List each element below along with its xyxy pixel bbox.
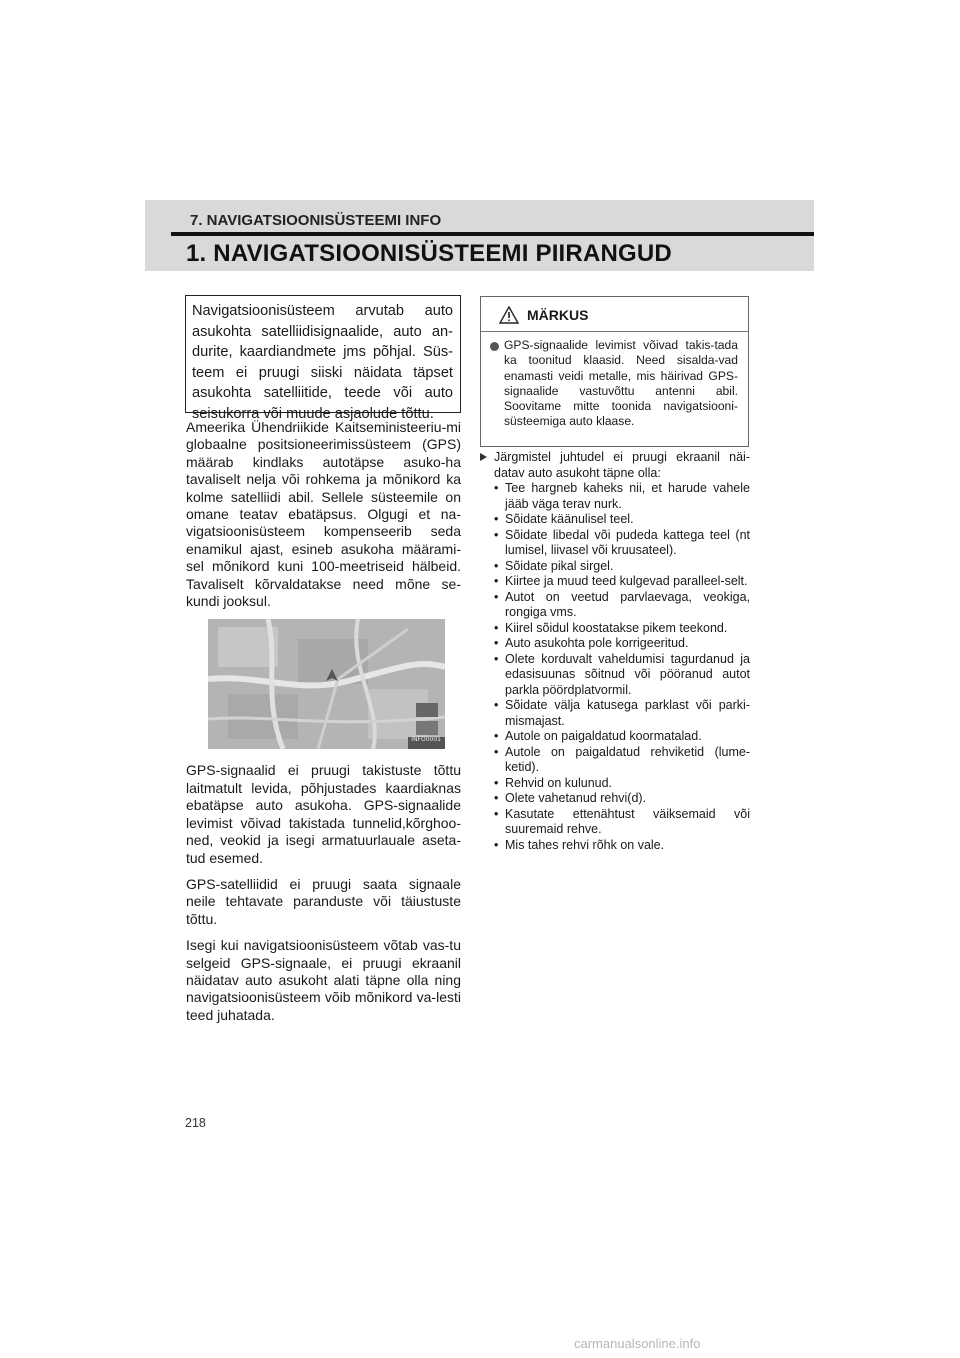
- list-item: • Olete korduvalt vaheldumisi tagurdanud ja edasisuunas sõitnud või pööranud autot parkla pöördplatvormil.: [494, 651, 750, 697]
- note-body: [481, 332, 748, 430]
- list-item: • Tee hargneb kaheks nii, et harude vahele jääb väga terav nurk.: [494, 481, 750, 511]
- map-screen-image: [208, 619, 445, 749]
- list-item: • Kiirel sõidul koostatakse pikem teekond.: [494, 620, 728, 635]
- list-item: • Mis tahes rehvi rõhk on vale.: [494, 837, 665, 852]
- note-text: GPS-signaalide levimist võivad takis-tada ka toonitud klaasid. Need sisalda-vad enamasti veidi metalle, mis häirivad GPS-signaalide vastuvõttu antenni abil. Soovitame mitte toonida navigatsiooni-süsteemiga auto klaase.: [504, 338, 738, 429]
- conditions-lead-text: Järgmistel juhtudel ei pruugi ekraanil näi-datav auto asukoht täpne olla:: [494, 450, 750, 480]
- list-item: • Autole on paigaldatud rehviketid (lume-ketid).: [494, 744, 750, 774]
- intro-box: Navigatsioonisüsteem arvutab auto asukohta satelliidisignaalide, auto an-durite, kaardiandmete jms põhjal. Süs-teem ei pruugi siiski näidata täpset asukohta satelliitide, teede või auto seisukorra või muude asjaolude tõttu.: [185, 295, 461, 413]
- map-illustration: [208, 619, 445, 749]
- watermark: carmanualsonline.info: [574, 1336, 701, 1351]
- list-item: • Auto asukohta pole korrigeeritud.: [494, 636, 689, 650]
- left-column: [186, 419, 461, 1033]
- list-item: • Autole on paigaldatud koormatalad.: [494, 729, 702, 743]
- list-item: • Autot on veetud parvlaevaga, veokiga, rongiga vms.: [494, 589, 750, 619]
- paragraph-gps-accuracy: Ameerika Ühendriikide Kaitseministeeriu-mi globaalne positsioneerimissüsteem (GPS) määrab kindlaks autotäpse asuko-ha tavaliselt nelja või rohkema ja mõnikord ka kolme satelliidi abil. Sellele süsteemile on omane teatav ebatäpsus. Olgugi et na-vigatsioonisüsteem kompenseerib seda enamikul ajast, esineb asukoha määrami-sel mõnikord kuni 100-meetriseid hälbeid. Tavaliselt kõrvaldatakse need mõne se-kundi jooksul.: [186, 419, 461, 610]
- page-number: 218: [185, 1116, 206, 1130]
- conditions-list: [480, 481, 750, 853]
- note-box: [480, 296, 749, 447]
- list-item: • Sõidate välja katusega parklast või parki-mismajast.: [494, 698, 750, 728]
- bullet-dot-icon: [490, 342, 499, 351]
- list-item: • Olete vahetanud rehvi(d).: [494, 791, 647, 805]
- note-title: MÄRKUS: [527, 307, 589, 323]
- warning-icon: [499, 306, 519, 324]
- paragraph-satellite-updates: GPS-satelliidid ei pruugi saata signaale neile tehtavate paranduste või täiustuste tõttu.: [186, 875, 461, 927]
- note-header: [481, 297, 748, 332]
- list-item: • Rehvid on kulunud.: [494, 775, 613, 790]
- page-title: 1. NAVIGATSIOONISÜSTEEMI PIIRANGUD: [186, 240, 672, 267]
- image-code: INFO0001: [411, 736, 441, 744]
- header-divider: [171, 232, 814, 236]
- list-item: • Sõidate pikal sirgel.: [494, 558, 614, 573]
- triangle-bullet-icon: [480, 453, 487, 461]
- list-item: • Kasutate ettenähtust väiksemaid või suuremaid rehve.: [494, 806, 750, 836]
- list-item: • Sõidate käänulisel teel.: [494, 512, 634, 526]
- list-item: • Kiirtee ja muud teed kulgevad paralleel-selt.: [494, 574, 748, 588]
- right-column: [480, 450, 750, 853]
- paragraph-gps-obstacles: GPS-signaalid ei pruugi takistuste tõttu laitmatult levida, põhjustades kaardiaknas ebatäpse auto asukoha. GPS-signaalide levimist võivad takistada tunnelid,kõrghoo-ned, veokid ja isegi armatuurlauale aseta-tud esemed.: [186, 762, 461, 866]
- list-item: • Sõidate libedal või pudeda kattega teel (nt lumisel, liivasel või kruusateel).: [494, 527, 750, 557]
- paragraph-inaccurate-guidance: Isegi kui navigatsioonisüsteem võtab vas-tu selgeid GPS-signaale, ei pruugi ekraanil näidatav auto asukoht alati täpne olla ning navigatsioonisüsteem võib mõnikord va-lesti teed juhatada.: [186, 937, 461, 1023]
- section-label: 7. NAVIGATSIOONISÜSTEEMI INFO: [190, 212, 442, 229]
- conditions-lead: [480, 450, 750, 481]
